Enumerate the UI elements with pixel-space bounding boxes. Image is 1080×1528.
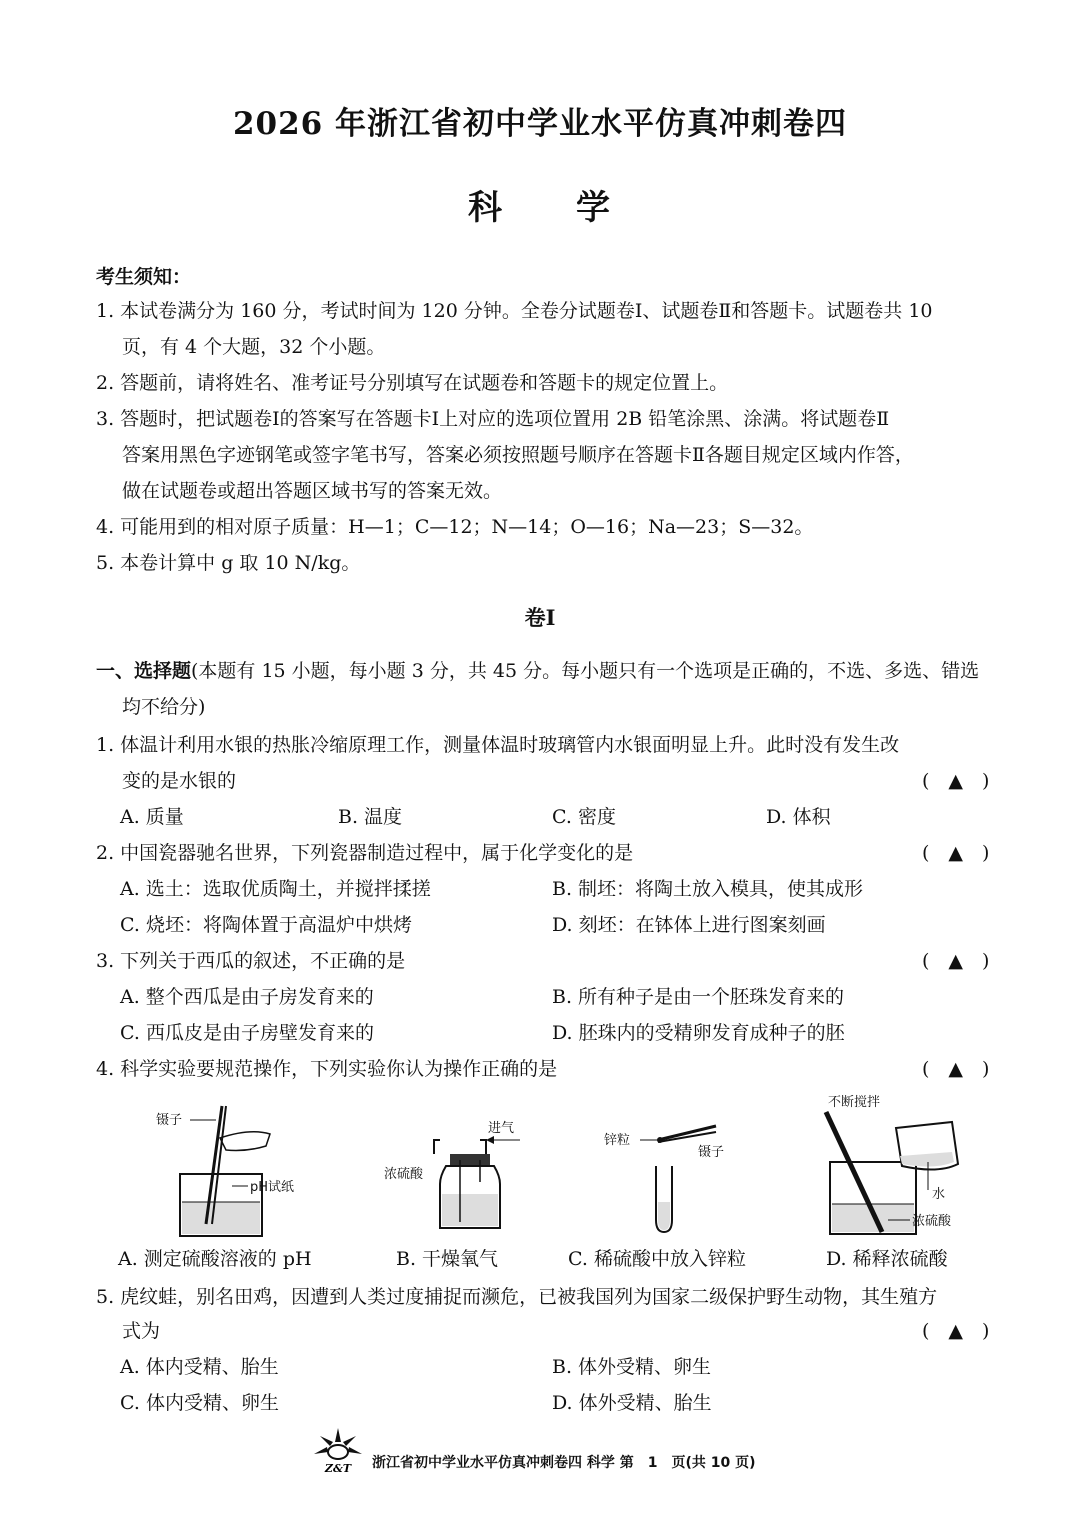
part-description: (本题有 15 小题，每小题 3 分，共 45 分。每小题只有一个选项是正确的，不选、多选、错选 (191, 660, 980, 682)
figure-zinc-test-tube (600, 1118, 760, 1240)
option: D. 体外受精、胎生 (552, 1392, 712, 1414)
label-conc-acid: 浓硫酸 (384, 1167, 424, 1182)
liquid (442, 1194, 498, 1226)
label-tweezers: 镊子 (156, 1113, 183, 1128)
option: C. 体内受精、卵生 (120, 1392, 279, 1414)
liquid (658, 1202, 670, 1230)
option: D. 胚珠内的受精卵发育成种子的胚 (552, 1022, 845, 1044)
notice-line: 3. 答题时，把试题卷Ⅰ的答案写在答题卡Ⅰ上对应的选项位置用 2B 铅笔涂黑、涂满。将试题卷Ⅱ (96, 408, 890, 430)
section-title: 卷Ⅰ (524, 605, 556, 630)
option: A. 体内受精、胎生 (120, 1356, 279, 1378)
option: C. 稀硫酸中放入锌粒 (568, 1248, 746, 1270)
figure-dilution (818, 1090, 1018, 1240)
option: D. 体积 (766, 806, 831, 828)
option: A. 整个西瓜是由子房发育来的 (120, 986, 374, 1008)
figure-zinc-test-tube-drawing (600, 1118, 760, 1240)
subject-title: 科 学 (468, 188, 612, 228)
notice-line: 做在试题卷或超出答题区域书写的答案无效。 (122, 480, 503, 502)
notice-line: 1. 本试卷满分为 160 分，考试时间为 120 分钟。全卷分试题卷Ⅰ、试题卷Ⅱ和答题卡。试题卷共 10 (96, 300, 933, 322)
label-stir: 不断搅拌 (828, 1095, 881, 1110)
question-stem: 变的是水银的 (122, 770, 237, 792)
figure-gas-drying (380, 1110, 540, 1240)
part-heading-line (96, 656, 979, 683)
notice-heading: 考生须知： (96, 266, 192, 288)
page-footer: 浙江省初中学业水平仿真冲刺卷四 科学 第 1 页(共 10 页) (372, 1455, 756, 1471)
question-stem: 5. 虎纹蛙，别名田鸡，因遭到人类过度捕捉而濒危，已被我国列为国家二级保护野生动物，其生殖方 (96, 1286, 938, 1308)
option: B. 干燥氧气 (396, 1248, 499, 1270)
tubes (434, 1140, 486, 1154)
notice-line: 答案用黑色字迹钢笔或签字笔书写，答案必须按照题号顺序在答题卡Ⅱ各题目规定区域内作答， (122, 444, 914, 466)
figure-ph-test (150, 1098, 320, 1238)
question-stem: 3. 下列关于西瓜的叙述，不正确的是 (96, 950, 406, 972)
answer-placeholder: ( ▲ ) (922, 842, 990, 864)
option: B. 所有种子是由一个胚珠发育来的 (552, 986, 845, 1008)
answer-placeholder: ( ▲ ) (922, 770, 990, 792)
logo-rays (314, 1428, 362, 1454)
logo-ring (328, 1445, 348, 1459)
notice-line: 页，有 4 个大题，32 个小题。 (122, 336, 386, 358)
sunburst-logo-icon (312, 1426, 364, 1478)
part-heading: 一、选择题 (96, 660, 192, 682)
option: A. 测定硫酸溶液的 pH (118, 1248, 312, 1270)
figure-dilution-drawing (818, 1090, 1018, 1240)
option: C. 西瓜皮是由子房壁发育来的 (120, 1022, 374, 1044)
question-stem: 1. 体温计利用水银的热胀冷缩原理工作，测量体温时玻璃管内水银面明显上升。此时没有发生改 (96, 734, 900, 756)
question-stem: 式为 (122, 1320, 161, 1342)
option: B. 温度 (338, 806, 403, 828)
exam-title: 2026 年浙江省初中学业水平仿真冲刺卷四 (232, 106, 848, 142)
zinc-grain (657, 1137, 663, 1143)
figure-ph-test-drawing (150, 1098, 320, 1238)
option: A. 选土：选取优质陶土，并搅拌揉搓 (120, 878, 431, 900)
answer-placeholder: ( ▲ ) (922, 1058, 990, 1080)
question-stem: 4. 科学实验要规范操作，下列实验你认为操作正确的是 (96, 1058, 558, 1080)
label-zinc: 锌粒 (604, 1133, 631, 1148)
answer-placeholder: ( ▲ ) (922, 1320, 990, 1342)
option: D. 稀释浓硫酸 (826, 1248, 948, 1270)
label-tweezers: 镊子 (698, 1145, 725, 1160)
arrow-head (486, 1136, 494, 1144)
label-ph-paper: pH试纸 (250, 1180, 295, 1195)
option: B. 体外受精、卵生 (552, 1356, 712, 1378)
option: B. 制坯：将陶土放入模具，使其成形 (552, 878, 864, 900)
stopper (450, 1154, 490, 1166)
option: D. 刻坯：在钵体上进行图案刻画 (552, 914, 826, 936)
publisher-logo (312, 1426, 364, 1478)
logo-text: Z&T (324, 1462, 352, 1475)
liquid (900, 1152, 954, 1167)
notice-line: 4. 可能用到的相对原子质量：H—1；C—12；N—14；O—16；Na—23；S—32。 (96, 516, 814, 538)
label-inlet: 进气 (488, 1121, 515, 1136)
option: A. 质量 (120, 806, 184, 828)
notice-line: 5. 本卷计算中 g 取 10 N/kg。 (96, 552, 361, 574)
notice-line: 2. 答题前，请将姓名、准考证号分别填写在试题卷和答题卡的规定位置上。 (96, 372, 729, 394)
option: C. 烧坯：将陶体置于高温炉中烘烤 (120, 914, 412, 936)
option: C. 密度 (552, 806, 616, 828)
answer-placeholder: ( ▲ ) (922, 950, 990, 972)
part-description-cont: 均不给分) (122, 696, 206, 718)
hand-sketch (220, 1132, 270, 1151)
label-water: 水 (932, 1187, 946, 1202)
question-stem: 2. 中国瓷器驰名世界，下列瓷器制造过程中，属于化学变化的是 (96, 842, 634, 864)
figure-gas-drying-drawing (380, 1110, 540, 1240)
label-conc-acid: 浓硫酸 (912, 1214, 952, 1229)
liquid (182, 1202, 260, 1234)
